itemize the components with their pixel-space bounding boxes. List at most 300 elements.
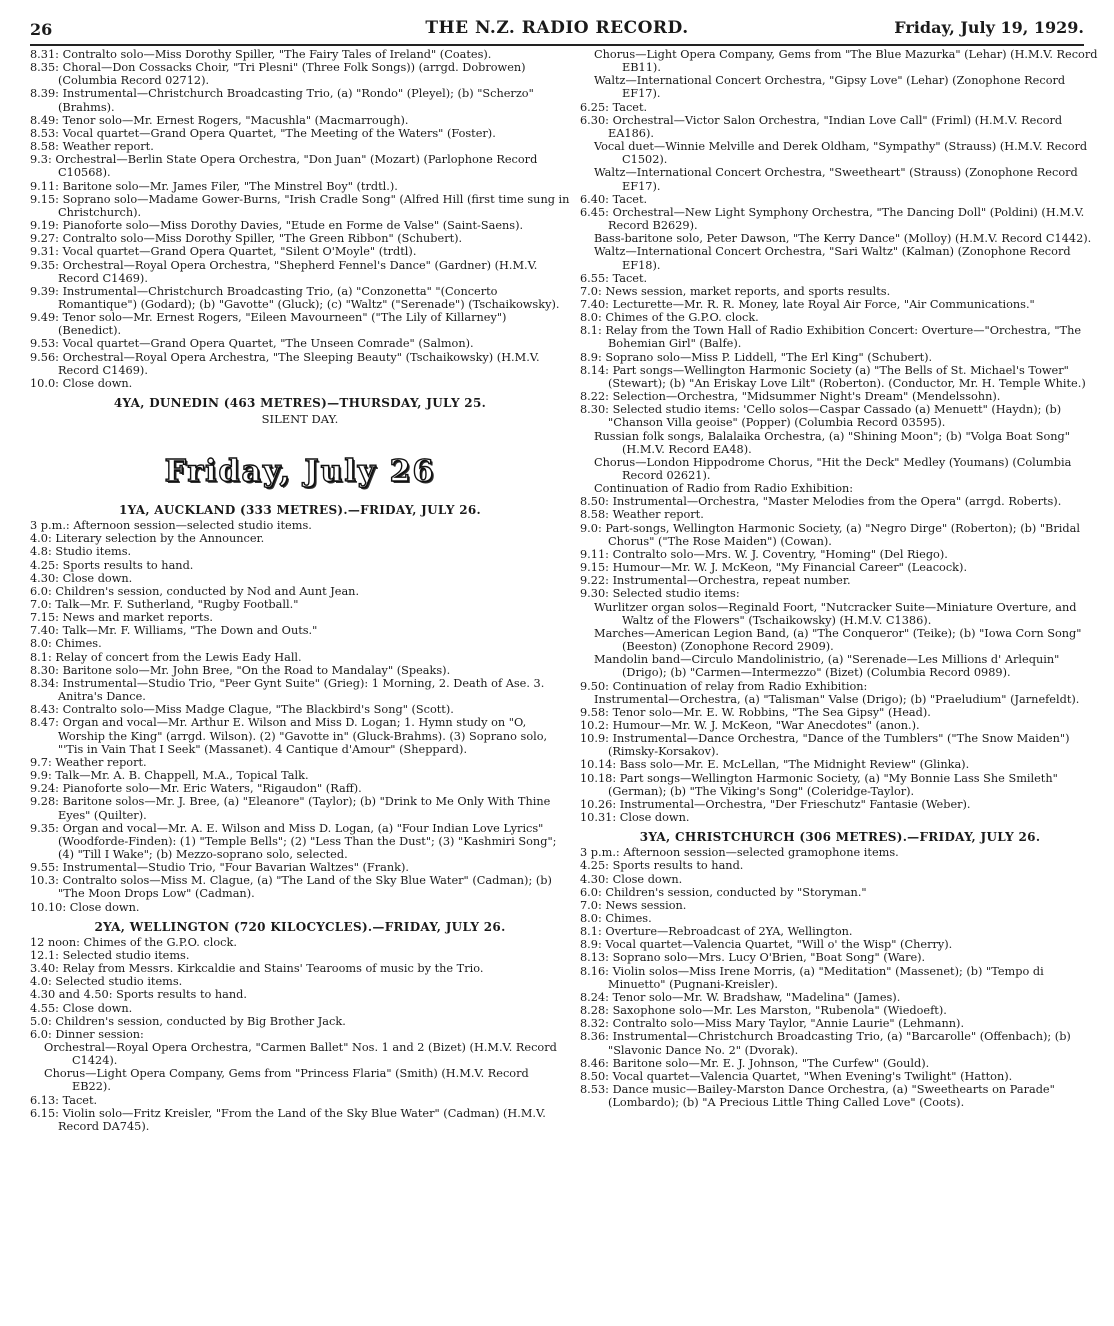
programme-entry: [580, 114, 1100, 140]
entry-time: 9.31:: [30, 245, 59, 259]
programme-entry: [580, 166, 1100, 192]
programme-entry: [30, 127, 570, 140]
programme-entry: [30, 703, 570, 716]
entry-text: Baritone solo—Mr. James Filer, "The Minstrel Boy" (trdtl.).: [62, 179, 398, 193]
masthead: THE N.Z. RADIO RECORD.: [425, 18, 689, 38]
programme-entry: [580, 798, 1100, 811]
programme-entry: [580, 193, 1100, 206]
entry-text: Continuation of relay from Radio Exhibition:: [612, 679, 868, 693]
entry-time: 8.1:: [30, 650, 52, 664]
programme-entry: [580, 886, 1100, 899]
programme-entry: [30, 598, 570, 611]
programme-entry: [580, 364, 1100, 390]
entry-time: 10.10:: [30, 900, 67, 914]
entry-time: 8.30:: [30, 663, 59, 677]
christchurch-heading: 3YA, CHRISTCHURCH (306 METRES).—FRIDAY, JULY 26.: [639, 830, 1041, 845]
entry-text: Baritone solo—Mr. John Bree, "On the Road to Mandalay" (Speaks).: [62, 663, 451, 677]
entry-time: 6.0:: [580, 885, 602, 899]
programme-entry: [30, 769, 570, 782]
programme-entry: [30, 61, 570, 87]
programme-entry: [580, 1030, 1100, 1056]
entry-time: 8.53:: [580, 1083, 609, 1097]
entry-text: Selection—Orchestra, "Midsummer Night's Dream" (Mendelssohn).: [612, 390, 1001, 404]
entry-time: 5.0:: [30, 1014, 52, 1028]
entry-time: 8.35:: [30, 61, 59, 75]
entry-text: Part songs—Wellington Harmonic Society (a) "The Bells of St. Michael's Tower" (Stewart); (b) "An Eriskay Love Lilt" (Roberton). (Conductor, Mr. H. Temple White.): [608, 363, 1086, 390]
entry-text: Weather report.: [55, 755, 147, 769]
entry-text: Humour—Mr. W. J. McKeon, "My Financial Career" (Leacock).: [612, 561, 968, 575]
entry-time: 6.0:: [30, 584, 52, 598]
entry-time: 4.30:: [580, 872, 609, 886]
entry-text: Baritone solo—Mr. E. J. Johnson, "The Curfew" (Gould).: [612, 1056, 930, 1070]
left-column: [30, 48, 570, 1133]
entry-text: Children's session, conducted by Nod and Aunt Jean.: [55, 584, 360, 598]
entry-text: Violin solo—Fritz Kreisler, "From the Land of the Sky Blue Water" (Cadman) (H.M.V. Record DA745).: [58, 1106, 546, 1133]
entry-time: 4.30:: [30, 571, 59, 585]
entry-time: 7.0:: [580, 898, 602, 912]
entry-time: 9.58:: [580, 705, 609, 719]
entry-text: Bass solo—Mr. E. McLellan, "The Midnight Review" (Glinka).: [619, 758, 970, 772]
programme-entry: [580, 272, 1100, 285]
programme-entry: [30, 285, 570, 311]
entry-text: Waltz—International Concert Orchestra, "Sweetheart" (Strauss) (Zonophone Record EF17).: [594, 166, 1078, 193]
entry-time: 8.24:: [580, 990, 609, 1004]
entry-text: Pianoforte solo—Mr. Eric Waters, "Rigaudon" (Raff).: [62, 782, 362, 796]
programme-entry: [30, 232, 570, 245]
entry-text: Contralto solos—Miss M. Clague, (a) "The Land of the Sky Blue Water" (Cadman); (b) "The Moon Drops Low" (Cadman).: [58, 874, 552, 901]
programme-entry: [30, 337, 570, 350]
right-column: [580, 48, 1100, 1109]
entry-text: News session, market reports, and sports results.: [605, 284, 891, 298]
entry-time: 4.25:: [580, 859, 609, 873]
entry-time: 9.35:: [30, 258, 59, 272]
programme-entry: [30, 153, 570, 179]
entry-time: 8.0:: [580, 912, 602, 925]
programme-entry: [30, 377, 570, 390]
entry-time: 9.3:: [30, 153, 52, 167]
wellington-programme-list: [30, 936, 570, 1133]
entry-text: Literary selection by the Announcer.: [55, 532, 265, 546]
entry-time: 10.31:: [580, 811, 617, 825]
programme-entry: [580, 758, 1100, 771]
entry-text: Close down.: [62, 571, 133, 585]
dunedin-silent-day: SILENT DAY.: [261, 412, 339, 427]
entry-time: 9.28:: [30, 795, 59, 809]
programme-entry: [30, 1094, 570, 1107]
entry-time: 7.40:: [30, 624, 59, 638]
programme-entry: [580, 859, 1100, 872]
entry-time: 6.0:: [30, 1027, 52, 1041]
programme-entry: [580, 285, 1100, 298]
entry-time: 4.30 and 4.50:: [30, 988, 113, 1002]
entry-time: 9.15:: [580, 561, 609, 575]
entry-time: 9.56:: [30, 350, 59, 364]
entry-time: 12.1:: [30, 948, 59, 962]
entry-text: Vocal duet—Winnie Melville and Derek Oldham, "Sympathy" (Strauss) (H.M.V. Record C1502).: [594, 140, 1088, 167]
entry-text: Weather report.: [612, 508, 704, 522]
programme-entry: [30, 677, 570, 703]
entry-text: Baritone solos—Mr. J. Bree, (a) "Eleanore" (Taylor); (b) "Drink to Me Only With Thine Eyes" (Quilter).: [58, 795, 551, 822]
programme-entry: [30, 545, 570, 558]
entry-text: Chimes of the G.P.O. clock.: [83, 935, 237, 949]
entry-text: Afternoon session—selected studio items.: [73, 519, 312, 533]
entry-time: 10.18:: [580, 771, 617, 785]
entry-time: 6.45:: [580, 205, 609, 219]
issue-date: Friday, July 19, 1929.: [894, 18, 1084, 37]
entry-text: Instrumental—Orchestra, "Master Melodies from the Opera" (arrgd. Roberts).: [612, 495, 1062, 509]
entry-text: Tenor solo—Mr. Ernest Rogers, "Eileen Mavourneen" ("The Lily of Killarney") (Benedict).: [58, 311, 507, 338]
entry-text: Relay from Messrs. Kirkcaldie and Stains' Tearooms of music by the Trio.: [62, 962, 484, 976]
entry-time: 8.9:: [580, 938, 602, 952]
entry-time: 8.1:: [580, 925, 602, 939]
programme-entry: [580, 351, 1100, 364]
entry-text: Weather report.: [62, 140, 154, 154]
entry-time: 8.43:: [30, 703, 59, 717]
entry-time: 8.53:: [30, 126, 59, 140]
programme-entry: [30, 782, 570, 795]
programme-entry: [580, 74, 1100, 100]
entry-text: Vocal quartet—Valencia Quartet, "When Evening's Twilight" (Hatton).: [612, 1069, 1013, 1083]
entry-time: 9.49:: [30, 311, 59, 325]
entry-time: 8.13:: [580, 951, 609, 965]
entry-text: Waltz—International Concert Orchestra, "Gipsy Love" (Lehar) (Zonophone Record EF17).: [594, 74, 1066, 101]
programme-entry: [580, 311, 1100, 324]
programme-entry: [30, 988, 570, 1001]
page-number: 26: [30, 20, 53, 39]
entry-text: Selected studio items: 'Cello solos—Caspar Cassado (a) Menuett" (Haydn); (b) "Chanson Villa geoise" (Popper) (Columbia Record 03595).: [608, 403, 1062, 430]
entry-text: Relay of concert from the Lewis Eady Hall.: [55, 650, 302, 664]
wellington-heading: 2YA, WELLINGTON (720 KILOCYCLES).—FRIDAY, JULY 26.: [94, 919, 506, 934]
entry-text: Instrumental—Studio Trio, "Four Bavarian Waltzes" (Frank).: [62, 861, 409, 875]
programme-entry: [30, 180, 570, 193]
programme-entry: [580, 719, 1100, 732]
programme-entry: [580, 1004, 1100, 1017]
entry-text: Contralto solo—Mrs. W. J. Coventry, "Homing" (Del Riego).: [612, 547, 948, 561]
entry-time: 8.49:: [30, 113, 59, 127]
entry-text: Tacet.: [62, 1093, 98, 1107]
entry-text: Instrumental—Studio Trio, "Peer Gynt Suite" (Grieg): 1 Morning, 2. Death of Ase. 3. Anitra's Dance.: [58, 676, 545, 704]
programme-entry: [30, 1067, 570, 1093]
programme-entry: [580, 403, 1100, 429]
entry-text: Instrumental—Christchurch Broadcasting Trio, (a) "Rondo" (Pleyel); (b) "Scherzo" (Brahms).: [58, 87, 534, 114]
auckland-programme-list: [30, 519, 570, 914]
entry-text: Marches—American Legion Band, (a) "The Conqueror" (Teike); (b) "Iowa Corn Song" (Beeston) (Zonophone Record 2909).: [594, 626, 1082, 654]
programme-entry: [580, 140, 1100, 166]
programme-entry: [30, 259, 570, 285]
entry-text: Tacet.: [612, 100, 648, 114]
programme-entry: [30, 219, 570, 232]
entry-text: Talk—Mr. F. Sutherland, "Rugby Football.": [55, 598, 299, 611]
entry-time: 10.3:: [30, 874, 59, 888]
entry-time: 4.25:: [30, 558, 59, 572]
entry-text: Orchestral—Royal Opera Orchestra, "Carmen Ballet" Nos. 1 and 2 (Bizet) (H.M.V. Record C1424).: [44, 1041, 557, 1068]
programme-entry: [580, 965, 1100, 991]
entry-text: Instrumental—Christchurch Broadcasting Trio, (a) "Conzonetta" "(Concerto Romantique") (Godard); (b) "Gavotte" (Gluck); (c) "Waltz" ("Serenade") (Tschaikowsky).: [58, 284, 560, 311]
programme-entry: [580, 482, 1100, 495]
entry-text: Selected studio items.: [62, 948, 190, 962]
entry-time: 6.30:: [580, 113, 609, 127]
entry-time: 8.31:: [30, 48, 59, 61]
entry-text: News and market reports.: [62, 611, 213, 625]
programme-entry: [30, 1041, 570, 1067]
entry-time: 8.34:: [30, 676, 59, 690]
entry-time: 12 noon:: [30, 935, 80, 949]
programme-entry: [580, 601, 1100, 627]
entry-time: 9.0:: [580, 521, 602, 535]
entry-text: Bass-baritone solo, Peter Dawson, "The Kerry Dance" (Molloy) (H.M.V. Record C1442).: [594, 232, 1092, 246]
entry-time: 8.46:: [580, 1056, 609, 1070]
programme-entry: [30, 532, 570, 545]
entry-text: Wurlitzer organ solos—Reginald Foort, "Nutcracker Suite—Miniature Overture, and Waltz of the Flowers" (Tschaikowsky) (H.M.V. C1386).: [594, 600, 1077, 627]
entry-time: 8.1:: [580, 324, 602, 338]
entry-time: 7.0:: [580, 284, 602, 298]
programme-entry: [30, 795, 570, 821]
programme-entry: [30, 519, 570, 532]
programme-entry: [30, 861, 570, 874]
programme-entry: [30, 559, 570, 572]
entry-time: 9.35:: [30, 821, 59, 835]
programme-entry: [30, 87, 570, 113]
left-programme-list: [30, 48, 570, 390]
programme-entry: [30, 585, 570, 598]
entry-time: 4.0:: [30, 532, 52, 546]
entry-text: Sports results to hand.: [62, 558, 194, 572]
entry-time: 9.27:: [30, 232, 59, 246]
entry-time: 8.32:: [580, 1017, 609, 1031]
entry-time: 9.19:: [30, 219, 59, 233]
programme-entry: [30, 822, 570, 861]
entry-text: Russian folk songs, Balalaika Orchestra, (a) "Shining Moon"; (b) "Volga Boat Song" (H.M.V. Record EA48).: [594, 429, 1070, 456]
programme-entry: [580, 951, 1100, 964]
entry-time: 10.2:: [580, 718, 609, 732]
entry-text: Children's session, conducted by "Storyman.": [605, 885, 867, 899]
entry-time: 8.28:: [580, 1004, 609, 1018]
entry-time: 8.36:: [580, 1030, 609, 1044]
programme-entry: [580, 912, 1100, 925]
entry-time: 8.16:: [580, 964, 609, 978]
entry-text: Instrumental—Christchurch Broadcasting Trio, (a) "Barcarolle" (Offenbach); (b) "Slavonic Dance No. 2" (Dvorak).: [608, 1030, 1071, 1057]
entry-time: 9.9:: [30, 769, 52, 783]
entry-text: Soprano solo—Madame Gower-Burns, "Irish Cradle Song" (Alfred Hill (first time sung in Christchurch).: [58, 192, 570, 219]
programme-entry: [580, 627, 1100, 653]
entry-text: Instrumental—Dance Orchestra, "Dance of the Tumblers" ("The Snow Maiden") (Rimsky-Korsakov).: [608, 732, 1070, 759]
programme-entry: [30, 1002, 570, 1015]
entry-time: 8.0:: [580, 311, 602, 325]
programme-entry: [30, 1107, 570, 1133]
programme-entry: [30, 975, 570, 988]
entry-time: 9.39:: [30, 284, 59, 298]
entry-time: 10.26:: [580, 797, 617, 811]
entry-time: 6.25:: [580, 100, 609, 114]
programme-entry: [580, 48, 1100, 74]
programme-entry: [580, 925, 1100, 938]
entry-text: Instrumental—Orchestra, repeat number.: [612, 574, 851, 588]
day-heading: Friday, July 26: [164, 454, 436, 490]
entry-time: 9.11:: [30, 179, 59, 193]
entry-text: Talk—Mr. F. Williams, "The Down and Outs.": [62, 624, 318, 638]
entry-text: Relay from the Town Hall of Radio Exhibition Concert: Overture—"Orchestra, "The Bohemian Girl" (Balfe).: [605, 324, 1082, 351]
programme-entry: [580, 846, 1100, 859]
entry-text: Close down.: [62, 1001, 133, 1015]
programme-entry: [580, 1083, 1100, 1109]
entry-text: Close down.: [619, 811, 690, 825]
entry-text: Orchestral—Berlin State Opera Orchestra, "Don Juan" (Mozart) (Parlophone Record C10568).: [55, 153, 538, 180]
programme-entry: [580, 245, 1100, 271]
christchurch-programme-list: [580, 846, 1100, 1109]
entry-time: 8.30:: [580, 403, 609, 417]
programme-entry: [30, 962, 570, 975]
programme-entry: [580, 653, 1100, 679]
entry-text: Afternoon session—selected gramophone items.: [623, 846, 899, 860]
programme-entry: [30, 245, 570, 258]
page-header: [30, 14, 1084, 46]
entry-text: Dance music—Bailey-Marston Dance Orchestra, (a) "Sweethearts on Parade" (Lombardo); (b) "A Precious Little Thing Called Love" (Coots).: [608, 1083, 1055, 1110]
programme-entry: [30, 874, 570, 900]
entry-text: Orchestral—Royal Opera Archestra, "The Sleeping Beauty" (Tschaikowsky) (H.M.V. Record C1469).: [58, 350, 540, 377]
entry-time: 3 p.m.:: [580, 846, 620, 860]
programme-entry: [580, 298, 1100, 311]
right-programme-list: [580, 48, 1100, 824]
programme-entry: [30, 936, 570, 949]
programme-entry: [580, 508, 1100, 521]
entry-text: Sports results to hand.: [116, 988, 247, 1002]
entry-text: Soprano solo—Miss P. Liddell, "The Erl King" (Schubert).: [605, 350, 933, 364]
programme-entry: [580, 706, 1100, 719]
entry-time: 9.55:: [30, 861, 59, 875]
entry-text: Waltz—International Concert Orchestra, "Sari Waltz" (Kalman) (Zonophone Record EF18).: [594, 245, 1071, 272]
entry-time: 8.58:: [580, 508, 609, 522]
entry-text: Chorus—Light Opera Company, Gems from "The Blue Mazurka" (Lehar) (H.M.V. Record EB11).: [594, 48, 1098, 75]
entry-text: Humour—Mr. W. J. McKeon, "War Anecdotes" (anon.).: [612, 718, 920, 732]
programme-entry: [580, 732, 1100, 758]
entry-text: News session.: [605, 898, 687, 912]
entry-text: Chimes of the G.P.O. clock.: [605, 311, 759, 325]
programme-entry: [30, 664, 570, 677]
programme-entry: [580, 680, 1100, 693]
entry-text: Pianoforte solo—Miss Dorothy Davies, "Etude en Forme de Valse" (Saint-Saens).: [62, 219, 524, 233]
programme-entry: [580, 587, 1100, 600]
programme-entry: [580, 574, 1100, 587]
entry-text: Tenor solo—Mr. E. W. Robbins, "The Sea Gipsy" (Head).: [612, 705, 931, 719]
entry-time: 8.50:: [580, 495, 609, 509]
programme-entry: [580, 390, 1100, 403]
programme-entry: [30, 193, 570, 219]
entry-text: Selected studio items:: [612, 587, 740, 601]
entry-text: Instrumental—Orchestra, "Der Frieschutz" Fantasie (Weber).: [619, 797, 971, 811]
entry-time: 8.14:: [580, 363, 609, 377]
entry-text: Instrumental—Orchestra, (a) "Talisman" Valse (Drigo); (b) "Praeludium" (Jarnefeldt).: [594, 692, 1080, 706]
entry-time: 9.50:: [580, 679, 609, 693]
programme-entry: [30, 1015, 570, 1028]
entry-text: Tacet.: [612, 271, 648, 285]
entry-time: 10.14:: [580, 758, 617, 772]
programme-entry: [580, 1070, 1100, 1083]
entry-text: Dinner session:: [55, 1027, 144, 1041]
entry-time: 9.30:: [580, 587, 609, 601]
entry-time: 7.0:: [30, 598, 52, 611]
programme-entry: [30, 651, 570, 664]
entry-text: Part songs—Wellington Harmonic Society, (a) "My Bonnie Lass She Smileth" (German); (b) "The Viking's Song" (Coleridge-Taylor).: [608, 771, 1058, 798]
entry-text: Chorus—Light Opera Company, Gems from "Princess Flaria" (Smith) (H.M.V. Record EB22).: [44, 1067, 529, 1094]
dunedin-heading: 4YA, DUNEDIN (463 METRES)—THURSDAY, JULY 25.: [113, 396, 487, 411]
entry-time: 6.13:: [30, 1093, 59, 1107]
programme-entry: [30, 637, 570, 650]
entry-text: Close down.: [69, 900, 140, 914]
entry-time: 4.8:: [30, 545, 52, 559]
entry-text: Chorus—London Hippodrome Chorus, "Hit the Deck" Medley (Youmans) (Columbia Record 02621).: [594, 455, 1072, 482]
entry-time: 6.55:: [580, 271, 609, 285]
entry-text: Vocal quartet—Grand Opera Quartet, "The Meeting of the Waters" (Foster).: [62, 126, 496, 140]
programme-entry: [580, 991, 1100, 1004]
entry-time: 10.0:: [30, 376, 59, 390]
programme-entry: [580, 693, 1100, 706]
entry-text: Saxophone solo—Mr. Les Marston, "Rubenola" (Wiedoeft).: [612, 1004, 947, 1018]
entry-time: 6.40:: [580, 192, 609, 206]
entry-text: Chimes.: [605, 912, 652, 925]
entry-time: 4.55:: [30, 1001, 59, 1015]
programme-entry: [30, 311, 570, 337]
entry-text: Organ and vocal—Mr. Arthur E. Wilson and Miss D. Logan; 1. Hymn study on "O, Worship the King" (arrgd. Wilson). (2) "Gavotte in" (Gluck-Brahms). (3) Soprano solo, "'Tis in Vain That I Seek" (Massanet). 4 Cantique d'Amour" (Sheppard).: [58, 716, 548, 756]
entry-text: Orchestral—Royal Opera Orchestra, "Shepherd Fennel's Dance" (Gardner) (H.M.V. Record C1469).: [58, 258, 538, 285]
entry-text: Selected studio items.: [55, 975, 183, 989]
programme-entry: [30, 611, 570, 624]
entry-time: 9.11:: [580, 547, 609, 561]
entry-text: Violin solos—Miss Irene Morris, (a) "Meditation" (Massenet); (b) "Tempo di Minuetto" (Pugnani-Kreisler).: [608, 964, 1044, 991]
entry-text: Continuation of Radio from Radio Exhibition:: [594, 482, 854, 496]
entry-time: 8.58:: [30, 140, 59, 154]
entry-time: 9.7:: [30, 755, 52, 769]
entry-text: Soprano solo—Mrs. Lucy O'Brien, "Boat Song" (Ware).: [612, 951, 926, 965]
entry-text: Chimes.: [55, 637, 102, 651]
entry-text: Organ and vocal—Mr. A. E. Wilson and Miss D. Logan, (a) "Four Indian Love Lyrics" (Woodforde-Finden): (1) "Temple Bells"; (2) "Less Than the Dust"; (3) "Kashmiri Song"; (4) "Till I Wake"; (b) Mezzo-soprano solo, selected.: [58, 821, 557, 861]
entry-text: Sports results to hand.: [612, 859, 744, 873]
entry-time: 8.50:: [580, 1069, 609, 1083]
entry-time: 6.15:: [30, 1106, 59, 1120]
entry-text: Vocal quartet—Valencia Quartet, "Will o' the Wisp" (Cherry).: [605, 938, 953, 952]
programme-entry: [580, 899, 1100, 912]
programme-entry: [30, 756, 570, 769]
programme-entry: [580, 456, 1100, 482]
entry-text: Vocal quartet—Grand Opera Quartet, "Silent O'Moyle" (trdtl).: [62, 245, 417, 259]
entry-text: Contralto solo—Miss Mary Taylor, "Annie Laurie" (Lehmann).: [612, 1017, 965, 1031]
entry-text: Tenor solo—Mr. Ernest Rogers, "Macushla" (Macmarrough).: [62, 113, 409, 127]
entry-time: 8.0:: [30, 637, 52, 651]
entry-text: Contralto solo—Miss Dorothy Spiller, "The Fairy Tales of Ireland" (Coates).: [62, 48, 492, 61]
entry-time: 3.40:: [30, 962, 59, 976]
programme-entry: [30, 901, 570, 914]
entry-text: Studio items.: [55, 545, 132, 559]
entry-text: Orchestral—Victor Salon Orchestra, "Indian Love Call" (Friml) (H.M.V. Record EA186).: [608, 113, 1063, 140]
programme-entry: [30, 351, 570, 377]
entry-text: Lecturette—Mr. R. R. Money, late Royal Air Force, "Air Communications.": [612, 297, 1035, 311]
programme-entry: [30, 1028, 570, 1041]
programme-entry: [30, 949, 570, 962]
entry-time: 9.24:: [30, 782, 59, 796]
entry-text: Talk—Mr. A. B. Chappell, M.A., Topical Talk.: [55, 769, 309, 783]
programme-entry: [30, 48, 570, 61]
entry-text: Orchestral—New Light Symphony Orchestra, "The Dancing Doll" (Poldini) (H.M.V. Record B2629).: [608, 205, 1085, 233]
entry-text: Part-songs, Wellington Harmonic Society, (a) "Negro Dirge" (Roberton); (b) "Bridal Chorus" ("The Rose Maiden") (Cowan).: [605, 521, 1080, 548]
entry-time: 7.40:: [580, 297, 609, 311]
programme-entry: [580, 232, 1100, 245]
entry-text: Tacet.: [612, 192, 648, 206]
programme-entry: [580, 561, 1100, 574]
programme-entry: [580, 206, 1100, 232]
programme-entry: [580, 1057, 1100, 1070]
entry-text: Contralto solo—Miss Dorothy Spiller, "The Green Ribbon" (Schubert).: [62, 232, 463, 246]
entry-text: Children's session, conducted by Big Brother Jack.: [55, 1014, 346, 1028]
programme-entry: [30, 624, 570, 637]
